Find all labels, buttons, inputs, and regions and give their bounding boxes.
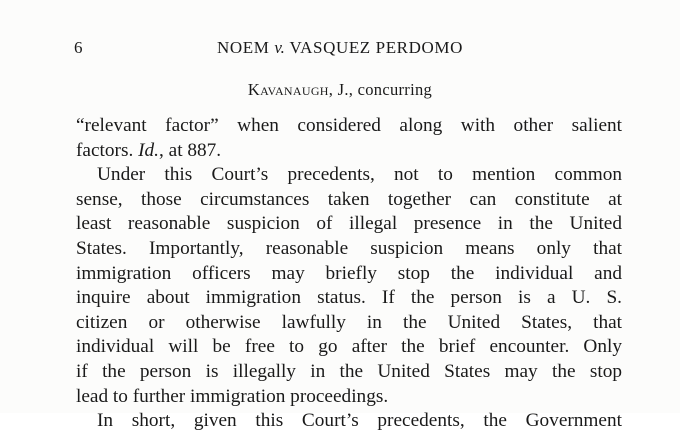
text-line: “relevant factor” when considered along with other salient: [76, 115, 622, 136]
case-name-right: VASQUEZ PERDOMO: [289, 38, 463, 57]
text-line: immigration officers may briefly stop the individual and: [76, 262, 622, 284]
text-line-partial: In short, given this Court’s precedents, the Government: [97, 410, 622, 432]
text-line: [76, 139, 622, 164]
text-line: Under this Court’s precedents, not to mention common: [97, 164, 622, 186]
text-line: least reasonable suspicion of illegal presence in the United: [76, 213, 622, 235]
text-line: lead to further immigration proceedings.: [76, 385, 389, 407]
text-fragment: factors.: [76, 139, 139, 161]
paragraph-1: [76, 114, 622, 163]
text-line: inquire about immigration status. If the person is a U. S.: [76, 287, 622, 309]
case-name-left: NOEM: [217, 38, 270, 57]
text-fragment: , at 887.: [159, 139, 222, 161]
running-header: [0, 38, 680, 62]
case-name-versus: v.: [274, 38, 285, 57]
text-line: individual will be free to go after the brief encounter. Only: [76, 336, 622, 358]
text-line: if the person is illegally in the United States may the stop: [76, 360, 622, 382]
opinion-label: [0, 80, 680, 100]
opinion-author: Kavanaugh: [247, 80, 329, 99]
paragraph-2: [76, 163, 622, 409]
text-line: States. Importantly, reasonable suspicion means only that: [76, 237, 622, 259]
case-title: [0, 38, 680, 58]
text-line: sense, those circumstances taken together can constitute at: [76, 188, 622, 210]
citation-id: Id.: [138, 139, 159, 161]
opinion-body: [76, 114, 622, 432]
opinion-type: , J., concurring: [328, 80, 433, 99]
text-line: citizen or otherwise lawfully in the United States, that: [76, 311, 622, 333]
paragraph-3: [76, 409, 622, 432]
page-number: 6: [74, 38, 83, 57]
